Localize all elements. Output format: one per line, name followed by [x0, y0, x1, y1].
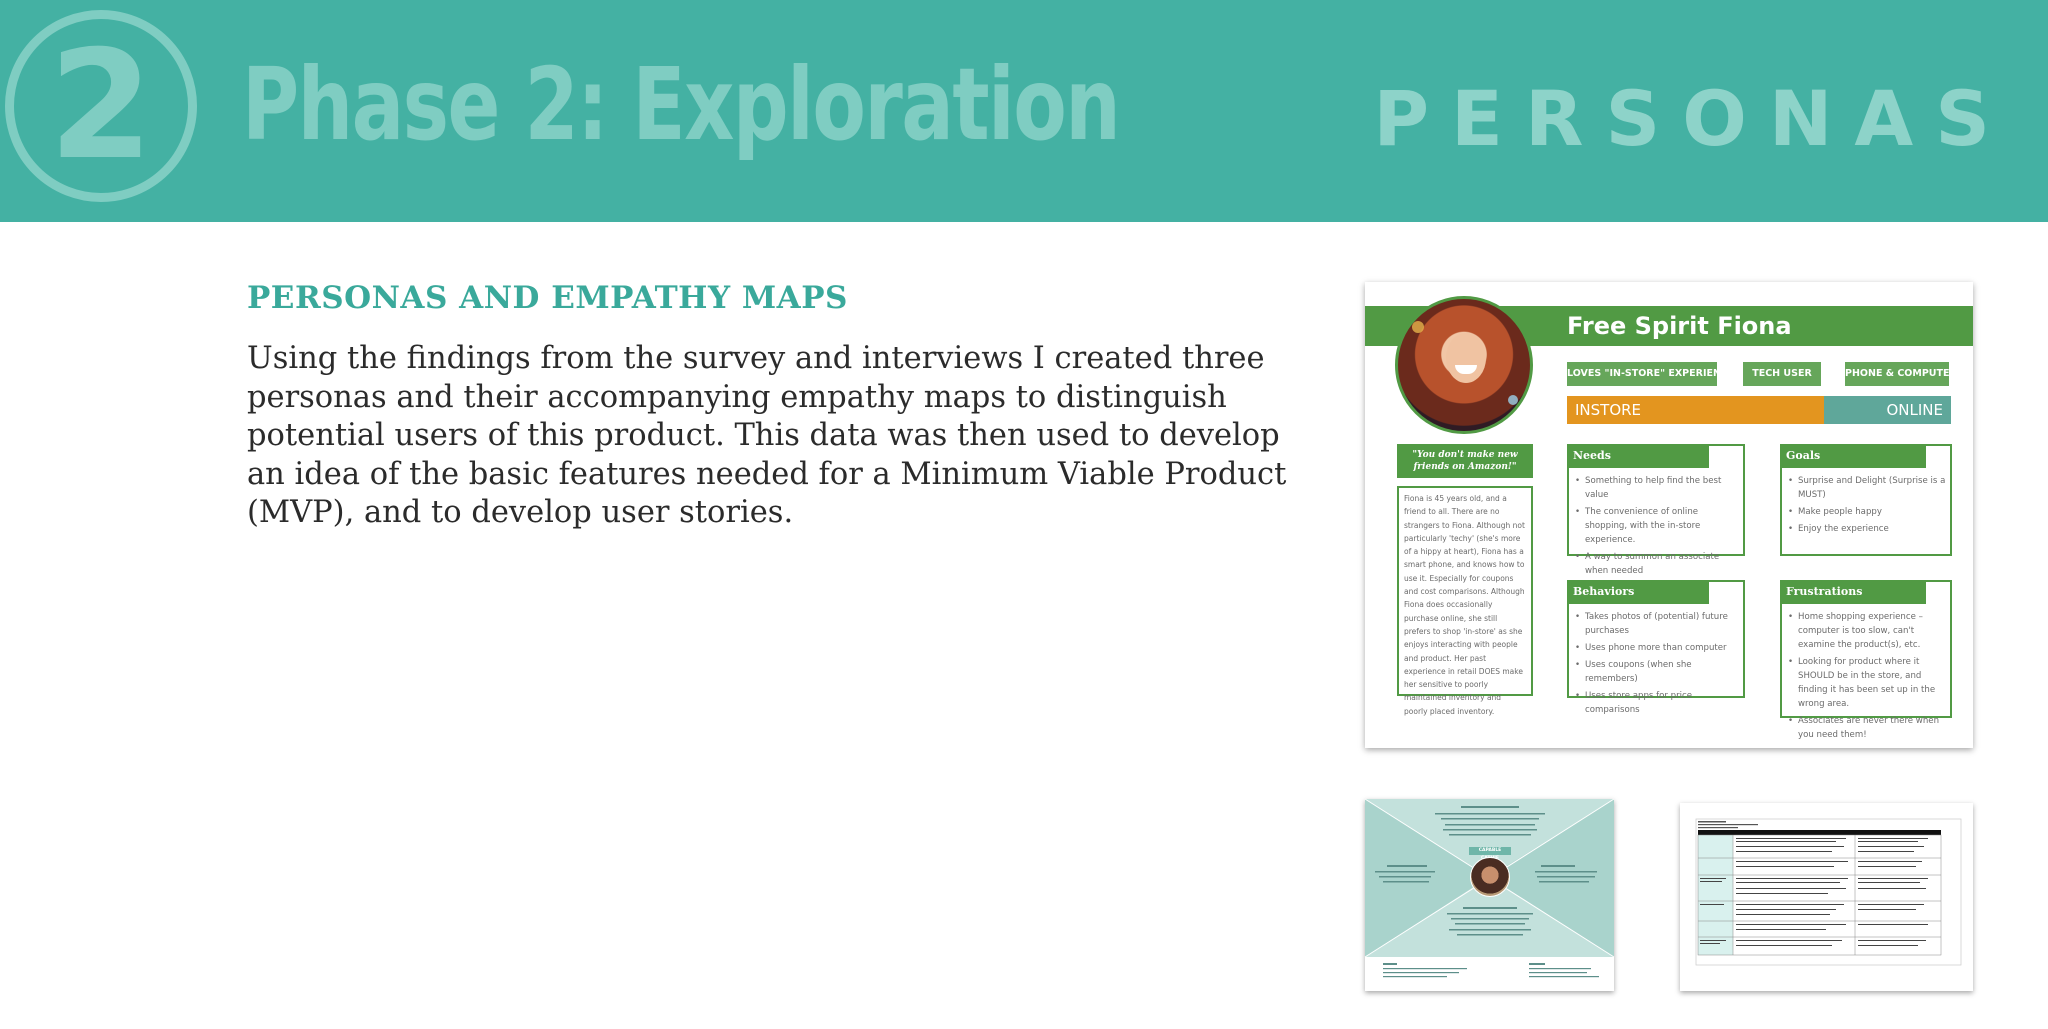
needs-item: • Something to help find the best value — [1575, 474, 1739, 502]
goals-item: • Enjoy the experience — [1788, 522, 1946, 536]
needs-title: Needs — [1567, 444, 1709, 468]
frustrations-panel — [1780, 580, 1952, 740]
user-stories-table-thumbnail[interactable] — [1680, 803, 1973, 991]
instore-online-preference-bar — [1567, 396, 1951, 424]
persona-card-image[interactable] — [1365, 282, 1973, 748]
instore-label: INSTORE — [1575, 401, 1642, 419]
goals-title: Goals — [1780, 444, 1926, 468]
behaviors-item: • Uses store apps for price comparisons — [1575, 689, 1739, 717]
behaviors-title: Behaviors — [1567, 580, 1709, 604]
frustrations-item: • Home shopping experience – computer is too slow, can't examine the product(s), etc. — [1788, 610, 1946, 652]
goals-item: • Make people happy — [1788, 505, 1946, 519]
needs-panel — [1567, 444, 1745, 576]
user-stories-table-graphic — [1680, 803, 1973, 991]
phase-number-badge — [5, 10, 197, 202]
needs-item: • The convenience of online shopping, with the in-store experience. — [1575, 505, 1739, 547]
persona-tag: PHONE & COMPUTER — [1845, 362, 1949, 386]
phase-title: Phase 2: Exploration — [242, 46, 1120, 163]
empathy-map-portrait — [1470, 857, 1510, 897]
online-label: ONLINE — [1886, 401, 1943, 419]
persona-bio: Fiona is 45 years old, and a friend to all. There are no strangers to Fiona. Although not particularly 'techy' (she's more of a hippy at heart), Fiona has a smart phone, and knows how to use it. Especially for coupons and cost comparisons. Although Fiona does occasionally purchase online, she still prefers to shop 'in-store' as she enjoys interacting with people and product. Her past experience in retail DOES make her sensitive to poorly maintained inventory and poorly placed inventory. — [1397, 486, 1533, 696]
behaviors-panel — [1567, 580, 1745, 715]
frustrations-item: • Looking for product where it SHOULD be in the store, and finding it has been set up in the wrong area. — [1788, 655, 1946, 711]
behaviors-item: • Uses coupons (when she remembers) — [1575, 658, 1739, 686]
persona-portrait — [1395, 296, 1533, 434]
empathy-map-thumbnail[interactable] — [1365, 799, 1614, 991]
header-banner — [0, 0, 2048, 222]
behaviors-item: • Takes photos of (potential) future purchases — [1575, 610, 1739, 638]
frustrations-item: • Associates are never there when you need them! — [1788, 714, 1946, 742]
goals-panel — [1780, 444, 1952, 556]
phase-number: 2 — [48, 19, 154, 193]
persona-tag: LOVES "IN-STORE" EXPERIENCE — [1567, 362, 1717, 386]
persona-tag: TECH USER — [1743, 362, 1821, 386]
section-label: PERSONAS — [1373, 74, 2012, 163]
goals-item: • Surprise and Delight (Surprise is a MUST) — [1788, 474, 1946, 502]
needs-item: • A way to summon an associate when needed — [1575, 550, 1739, 578]
behaviors-item: • Uses phone more than computer — [1575, 641, 1739, 655]
frustrations-title: Frustrations — [1780, 580, 1926, 604]
empathy-map-name-tag: CAPABLE — [1469, 847, 1511, 855]
persona-name: Free Spirit Fiona — [1567, 312, 1792, 340]
section-body-text: Using the findings from the survey and interviews I created three personas and their accompanying empathy maps to distinguish potential users of this product. This data was then used to develop an idea of the basic features needed for a Minimum Viable Product (MVP), and to develop user stories. — [247, 341, 1287, 530]
persona-quote: "You don't make new friends on Amazon!" — [1397, 444, 1533, 478]
section-heading: PERSONAS AND EMPATHY MAPS — [247, 280, 848, 316]
